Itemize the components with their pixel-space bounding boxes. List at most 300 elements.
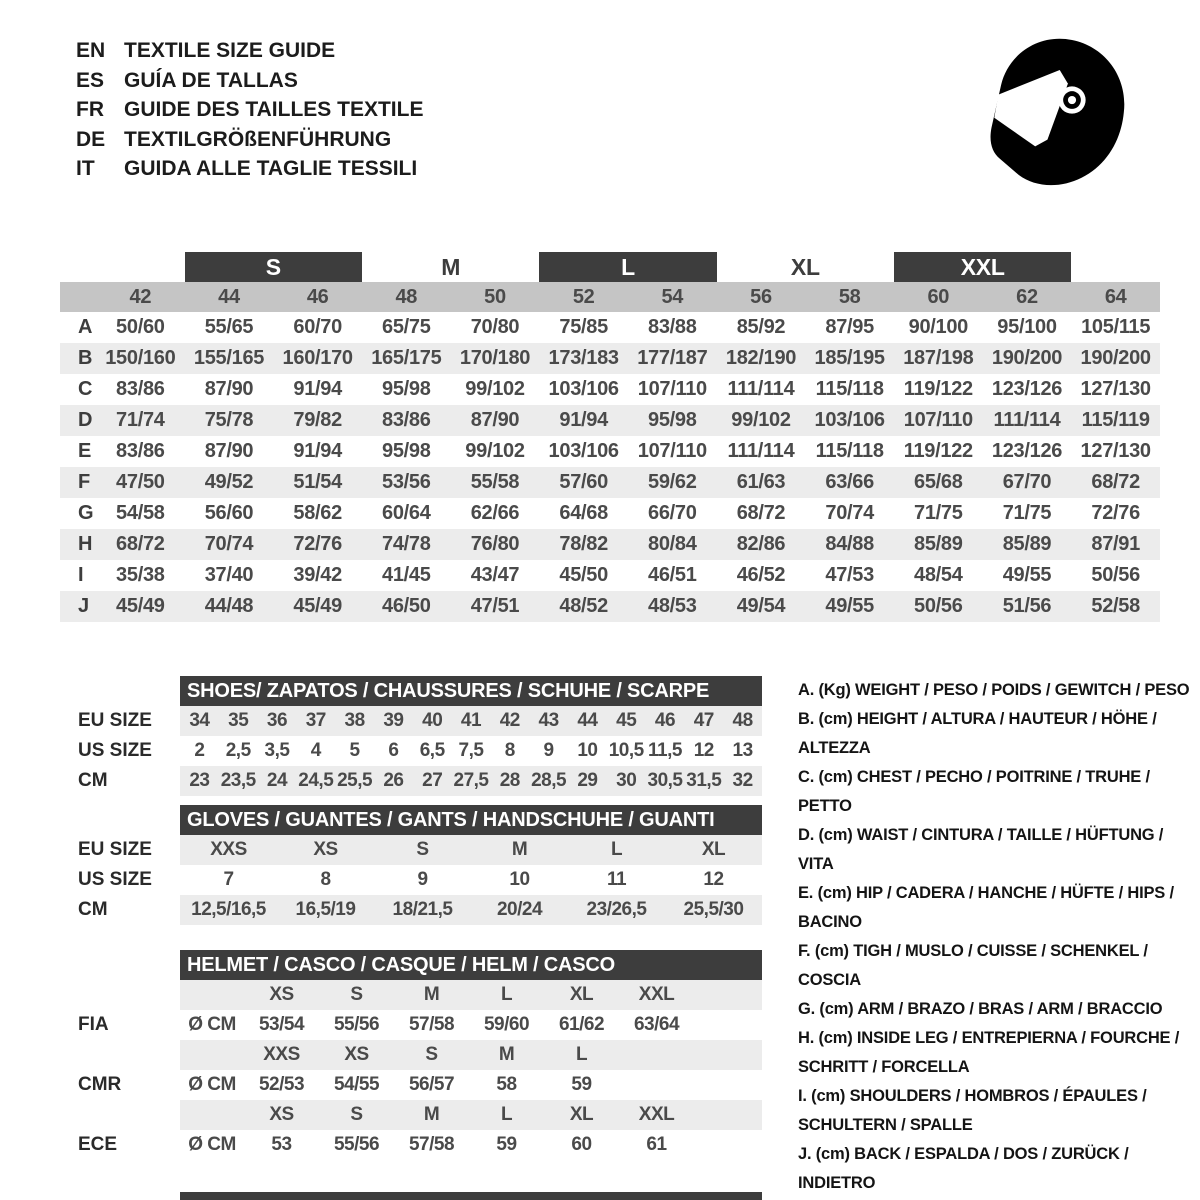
size-cell: L: [500, 984, 513, 1005]
size-number: 50: [484, 285, 506, 308]
measure-cell: 123/126: [991, 440, 1063, 462]
measure-cell: 111/114: [727, 440, 795, 462]
measure-row-b: [60, 343, 1160, 374]
measure-row-c: [60, 374, 1160, 405]
row-values: [180, 1130, 762, 1160]
shoes-row-eu-size: [78, 706, 762, 736]
size-cell: XL: [569, 984, 594, 1005]
size-number: 56: [750, 285, 772, 308]
measure-cell: 190/200: [1080, 347, 1151, 369]
measure-cell: 47/53: [825, 564, 874, 586]
measure-cell: 107/110: [903, 409, 973, 431]
measure-cell: 111/114: [727, 378, 795, 400]
size-group-xxl: XXL: [894, 252, 1071, 282]
language-code: ES: [76, 68, 105, 92]
value-cell: 59: [496, 1134, 517, 1155]
value-cell: 52/53: [258, 1074, 305, 1095]
measure-cell: 51/56: [1002, 595, 1052, 617]
measure-cell: 35/38: [116, 564, 165, 586]
value-cell: 11,5: [648, 740, 682, 761]
row-values: [180, 895, 762, 925]
measure-cell: 91/94: [293, 440, 342, 462]
language-code: FR: [76, 98, 104, 121]
measure-cell: 54/58: [116, 502, 165, 524]
value-cell: 2,5: [225, 740, 251, 761]
size-cell: XXS: [263, 1044, 300, 1065]
measure-cell: 87/90: [204, 378, 254, 400]
size-cell: XL: [569, 1104, 594, 1125]
measure-cell: 95/98: [382, 440, 431, 462]
measure-cell: 83/86: [116, 378, 165, 400]
measure-cell: 91/94: [293, 378, 342, 400]
measure-cell: 78/82: [559, 533, 608, 555]
measure-cell: 68/72: [116, 533, 165, 555]
value-cell: 40: [422, 710, 443, 731]
value-cell: S: [416, 839, 429, 860]
measure-cell: 60/70: [293, 316, 342, 338]
measure-cell: 70/74: [825, 502, 874, 524]
size-cell: S: [350, 984, 363, 1005]
size-cell: XXL: [638, 984, 675, 1005]
unit-cell: Ø CM: [188, 1134, 236, 1155]
measure-cell: 46/51: [648, 564, 697, 586]
value-cell: 47: [693, 710, 714, 731]
value-cell: 25,5/30: [683, 899, 744, 920]
legend-item: I. (cm) SHOULDERS / HOMBROS / ÉPAULES / SCHULTERN / SPALLE: [798, 1087, 1147, 1134]
value-cell: XL: [701, 839, 726, 860]
measure-cell: 57/60: [559, 471, 608, 493]
helmet-sizes-header-ece: [78, 1100, 762, 1130]
value-cell: 6: [388, 740, 399, 761]
value-cell: 55/56: [333, 1014, 380, 1035]
measure-cell: 61/63: [736, 471, 786, 493]
measure-cell: 55/58: [470, 471, 520, 493]
legend-item: J. (cm) BACK / ESPALDA / DOS / ZURÜCK / INDIETRO: [798, 1145, 1129, 1192]
shoes-title: SHOES/ ZAPATOS / CHAUSSURES / SCHUHE / SCARPE: [180, 676, 762, 706]
measure-cell: 60/64: [382, 502, 431, 524]
row-label: E: [78, 440, 92, 462]
measure-cell: 46/52: [736, 564, 786, 586]
language-row: [76, 95, 423, 125]
measure-cell: 59/62: [648, 471, 697, 493]
row-label: A: [78, 316, 93, 338]
value-cell: 5: [349, 740, 360, 761]
language-title: TEXTILGRÖßENFÜHRUNG: [124, 127, 392, 151]
helmet-sizes-header-fia: [78, 980, 762, 1010]
measure-cell: 45/49: [293, 595, 342, 617]
value-cell: 23/26,5: [586, 899, 647, 920]
measure-cell: 87/90: [204, 440, 254, 462]
language-code: IT: [76, 157, 95, 180]
measure-cell: 48/54: [914, 564, 963, 586]
measure-cell: 67/70: [1002, 471, 1052, 493]
measure-cell: 49/55: [825, 595, 874, 617]
legend-item: G. (cm) ARM / BRAZO / BRAS / ARM / BRACCIO: [798, 1000, 1163, 1018]
size-number: 42: [129, 285, 152, 308]
cropped-next-section-bar: [180, 1192, 762, 1200]
row-label: H: [78, 533, 93, 555]
legend-item: A. (Kg) WEIGHT / PESO / POIDS / GEWITCH / PESO: [798, 681, 1190, 699]
measure-cell: 83/86: [382, 409, 431, 431]
value-cell: XS: [313, 839, 338, 860]
unit-cell: Ø CM: [188, 1014, 236, 1035]
value-cell: 34: [189, 710, 210, 731]
measure-cell: 99/102: [465, 378, 525, 400]
measure-cell: 115/118: [815, 378, 884, 400]
measure-cell: 49/55: [1002, 564, 1052, 586]
row-values: [180, 706, 762, 736]
value-cell: 16,5/19: [295, 899, 356, 920]
measure-cell: 82/86: [736, 533, 786, 555]
row-values: [180, 736, 762, 766]
size-cell: XS: [269, 1104, 294, 1125]
legend-item: E. (cm) HIP / CADERA / HANCHE / HÜFTE / HIPS / BACINO: [798, 884, 1174, 931]
measure-cell: 48/53: [648, 595, 697, 617]
size-number: 62: [1016, 285, 1038, 308]
value-cell: 37: [305, 710, 326, 731]
language-title-list: [76, 36, 423, 184]
helmet-sizes-header-cmr: [78, 1040, 762, 1070]
measure-cell: 65/75: [382, 316, 431, 338]
measure-cell: 48/52: [559, 595, 608, 617]
header-values: [180, 980, 762, 1010]
size-number: 58: [838, 285, 861, 308]
measure-cell: 49/54: [736, 595, 786, 617]
value-cell: 7: [223, 869, 234, 890]
size-number: 60: [927, 285, 950, 308]
value-cell: 45: [616, 710, 637, 731]
measure-row-f: [60, 467, 1160, 498]
standard-label: ECE: [78, 1134, 118, 1155]
size-number: 48: [395, 285, 418, 308]
measure-cell: 43/47: [470, 564, 520, 586]
main-size-table: [60, 252, 1160, 622]
value-cell: 28: [499, 770, 520, 791]
measure-cell: 165/175: [371, 347, 442, 369]
value-cell: 35: [228, 710, 249, 731]
measure-cell: 72/76: [1091, 502, 1140, 524]
value-cell: 2: [194, 740, 205, 761]
gloves-row-eu-size: [78, 835, 762, 865]
value-cell: 53: [271, 1134, 292, 1155]
row-label: J: [78, 595, 89, 617]
measure-cell: 85/89: [1002, 533, 1052, 555]
value-cell: L: [610, 839, 623, 860]
measure-cell: 49/52: [204, 471, 254, 493]
measure-cell: 37/40: [204, 564, 254, 586]
measure-cell: 83/88: [648, 316, 697, 338]
value-cell: 63/64: [633, 1014, 680, 1035]
value-cell: 10: [577, 740, 598, 761]
measure-cell: 50/56: [1091, 564, 1140, 586]
measure-cell: 85/92: [736, 316, 786, 338]
value-cell: 30,5: [647, 770, 683, 791]
row-values: [180, 865, 762, 895]
size-cell: M: [423, 984, 440, 1005]
measure-cell: 91/94: [559, 409, 608, 431]
row-label: I: [78, 564, 84, 586]
shoes-row-us-size: [78, 736, 762, 766]
language-row: [76, 36, 423, 66]
measure-cell: 66/70: [648, 502, 697, 524]
row-values: [180, 1070, 762, 1100]
value-cell: 42: [499, 710, 520, 731]
shoes-row-cm: [78, 766, 762, 796]
measure-cell: 107/110: [637, 440, 707, 462]
size-number: 44: [218, 285, 240, 308]
measure-cell: 50/56: [914, 595, 963, 617]
measure-row-d: [60, 405, 1160, 436]
size-group-header-row: [60, 252, 1160, 282]
value-cell: 29: [577, 770, 598, 791]
value-cell: 43: [538, 710, 559, 731]
helmet-row-fia: [78, 1010, 762, 1040]
value-cell: 7,5: [458, 740, 484, 761]
value-cell: 59/60: [483, 1014, 530, 1035]
header-values: [180, 1040, 762, 1070]
measure-row-e: [60, 436, 1160, 467]
measure-cell: 187/198: [903, 347, 974, 369]
value-cell: 32: [732, 770, 753, 791]
value-cell: 27: [422, 770, 443, 791]
row-label: B: [78, 347, 93, 369]
measure-cell: 83/86: [116, 440, 165, 462]
size-group-m: M: [441, 253, 461, 280]
measure-cell: 53/56: [382, 471, 431, 493]
value-cell: 56/57: [408, 1074, 455, 1095]
measure-cell: 71/74: [116, 409, 165, 431]
row-label: F: [78, 471, 90, 493]
measure-cell: 58/62: [293, 502, 342, 524]
value-cell: 58: [496, 1074, 517, 1095]
measure-cell: 87/95: [825, 316, 874, 338]
measure-cell: 160/170: [282, 347, 353, 369]
language-title: GUIDE DES TAILLES TEXTILE: [124, 98, 424, 121]
measure-cell: 119/122: [903, 440, 973, 462]
header-values: [180, 1100, 762, 1130]
row-label: US SIZE: [78, 740, 152, 761]
measure-cell: 52/58: [1091, 595, 1140, 617]
measure-cell: 68/72: [736, 502, 786, 524]
row-label: G: [78, 502, 94, 524]
value-cell: 59: [571, 1074, 592, 1095]
row-values: [180, 1010, 762, 1040]
measure-row-h: [60, 529, 1160, 560]
measure-cell: 74/78: [382, 533, 431, 555]
measure-cell: 75/78: [204, 409, 254, 431]
size-cell: S: [350, 1104, 363, 1125]
size-number-header-row: [60, 282, 1160, 312]
size-cell: S: [425, 1044, 438, 1065]
language-code: EN: [76, 39, 106, 62]
measure-cell: 105/115: [1081, 316, 1151, 338]
value-cell: 28,5: [531, 770, 567, 791]
measure-cell: 47/51: [470, 595, 520, 617]
measure-row-j: [60, 591, 1160, 622]
measure-cell: 65/68: [914, 471, 963, 493]
measure-cell: 55/65: [204, 316, 254, 338]
value-cell: 12,5/16,5: [191, 899, 266, 920]
value-cell: 12: [693, 740, 714, 761]
value-cell: 38: [344, 710, 365, 731]
measure-row-i: [60, 560, 1160, 591]
value-cell: 46: [654, 710, 676, 731]
value-cell: 23: [189, 770, 210, 791]
row-label: C: [78, 378, 93, 400]
value-cell: 3,5: [264, 740, 290, 761]
measure-cell: 76/80: [470, 533, 520, 555]
measure-cell: 127/130: [1080, 378, 1151, 400]
size-cell: L: [500, 1104, 513, 1125]
measure-row-g: [60, 498, 1160, 529]
row-label: EU SIZE: [78, 710, 152, 731]
measure-cell: 70/74: [204, 533, 254, 555]
value-cell: 8: [320, 869, 331, 890]
value-cell: 30: [616, 770, 637, 791]
measure-cell: 64/68: [559, 502, 608, 524]
unit-cell: Ø CM: [188, 1074, 236, 1095]
measure-cell: 72/76: [293, 533, 342, 555]
measure-cell: 46/50: [382, 595, 431, 617]
gloves-row-cm: [78, 895, 762, 925]
language-row: [76, 154, 423, 184]
language-code: DE: [76, 127, 106, 151]
value-cell: M: [511, 839, 528, 860]
measure-cell: 47/50: [116, 471, 165, 493]
row-label: CM: [78, 899, 108, 920]
measure-cell: 87/91: [1091, 533, 1140, 555]
value-cell: 57/58: [408, 1014, 455, 1035]
measure-cell: 56/60: [204, 502, 254, 524]
measure-cell: 45/49: [116, 595, 165, 617]
measure-cell: 123/126: [991, 378, 1063, 400]
gloves-row-us-size: [78, 865, 762, 895]
value-cell: 12: [703, 869, 724, 890]
value-cell: 61/62: [558, 1014, 605, 1035]
measure-cell: 190/200: [991, 347, 1063, 369]
measurement-legend: [798, 676, 1196, 1198]
size-cell: M: [498, 1044, 515, 1065]
row-label: CM: [78, 770, 108, 791]
value-cell: 8: [504, 740, 515, 761]
value-cell: 23,5: [220, 770, 256, 791]
value-cell: 27,5: [453, 770, 489, 791]
value-cell: 9: [417, 869, 428, 890]
measure-cell: 99/102: [731, 409, 791, 431]
measure-cell: 103/106: [548, 378, 619, 400]
measure-cell: 150/160: [105, 347, 176, 369]
measure-cell: 84/88: [825, 533, 874, 555]
measure-cell: 41/45: [382, 564, 431, 586]
size-cell: M: [423, 1104, 440, 1125]
size-group-s: S: [185, 252, 362, 282]
value-cell: 54/55: [333, 1074, 380, 1095]
value-cell: 9: [543, 740, 554, 761]
legend-item: H. (cm) INSIDE LEG / ENTREPIERNA / FOURCHE / SCHRITT / FORCELLA: [798, 1029, 1180, 1076]
size-number: 52: [572, 285, 595, 308]
measure-cell: 115/119: [1081, 409, 1150, 431]
legend-item: F. (cm) TIGH / MUSLO / CUISSE / SCHENKEL / COSCIA: [798, 942, 1148, 989]
value-cell: 61: [646, 1134, 667, 1155]
value-cell: 18/21,5: [392, 899, 453, 920]
value-cell: 24: [266, 770, 288, 791]
measure-cell: 51/54: [293, 471, 342, 493]
measure-cell: 155/165: [193, 347, 265, 369]
measure-cell: 185/195: [814, 347, 885, 369]
shoes-table: [78, 676, 762, 796]
value-cell: 10,5: [608, 740, 644, 761]
size-group-l: L: [539, 252, 716, 282]
measure-cell: 75/85: [559, 316, 608, 338]
row-values: [180, 835, 762, 865]
language-row: [76, 66, 423, 96]
measure-cell: 79/82: [293, 409, 342, 431]
measure-cell: 95/98: [382, 378, 431, 400]
row-label: D: [78, 409, 93, 431]
value-cell: 20/24: [496, 899, 543, 920]
standard-label: FIA: [78, 1014, 109, 1035]
value-cell: 4: [310, 740, 321, 761]
measure-cell: 170/180: [459, 347, 531, 369]
measure-cell: 111/114: [993, 409, 1061, 431]
row-label: EU SIZE: [78, 839, 152, 860]
language-row: [76, 125, 423, 155]
helmet-row-cmr: [78, 1070, 762, 1100]
measure-cell: 62/66: [470, 502, 520, 524]
size-group-xl: XL: [790, 253, 820, 280]
size-number: 64: [1104, 285, 1127, 308]
value-cell: 44: [577, 710, 598, 731]
legend-item: C. (cm) CHEST / PECHO / POITRINE / TRUHE / PETTO: [798, 768, 1150, 815]
measure-cell: 87/90: [470, 409, 520, 431]
measure-cell: 68/72: [1091, 471, 1140, 493]
measure-cell: 107/110: [637, 378, 707, 400]
measure-cell: 127/130: [1080, 440, 1151, 462]
value-cell: 11: [606, 869, 627, 890]
gloves-title: GLOVES / GUANTES / GANTS / HANDSCHUHE / GUANTI: [180, 805, 762, 835]
value-cell: 6,5: [419, 740, 445, 761]
value-cell: 41: [460, 710, 482, 731]
gloves-table: [78, 805, 762, 925]
size-number: 46: [306, 285, 329, 308]
measure-cell: 115/118: [815, 440, 884, 462]
standard-label: CMR: [78, 1074, 122, 1095]
measure-cell: 71/75: [1002, 502, 1052, 524]
value-cell: 36: [266, 710, 288, 731]
value-cell: 13: [732, 740, 753, 761]
measure-cell: 103/106: [548, 440, 619, 462]
measure-cell: 95/98: [648, 409, 697, 431]
measure-cell: 71/75: [914, 502, 963, 524]
helmet-table: [78, 950, 762, 1160]
helmet-row-ece: [78, 1130, 762, 1160]
value-cell: 53/54: [258, 1014, 305, 1035]
measure-cell: 39/42: [293, 564, 342, 586]
value-cell: XXS: [210, 839, 247, 860]
measure-cell: 173/183: [548, 347, 619, 369]
helmet-title: HELMET / CASCO / CASQUE / HELM / CASCO: [180, 950, 762, 980]
language-title: GUIDA ALLE TAGLIE TESSILI: [124, 157, 418, 180]
value-cell: 31,5: [686, 770, 722, 791]
measure-cell: 70/80: [470, 316, 520, 338]
value-cell: 10: [509, 869, 530, 890]
value-cell: 26: [383, 770, 404, 791]
measure-cell: 103/106: [814, 409, 885, 431]
measure-cell: 50/60: [116, 316, 165, 338]
size-cell: XXL: [638, 1104, 675, 1125]
measure-cell: 90/100: [908, 316, 968, 338]
measure-cell: 95/100: [997, 316, 1057, 338]
